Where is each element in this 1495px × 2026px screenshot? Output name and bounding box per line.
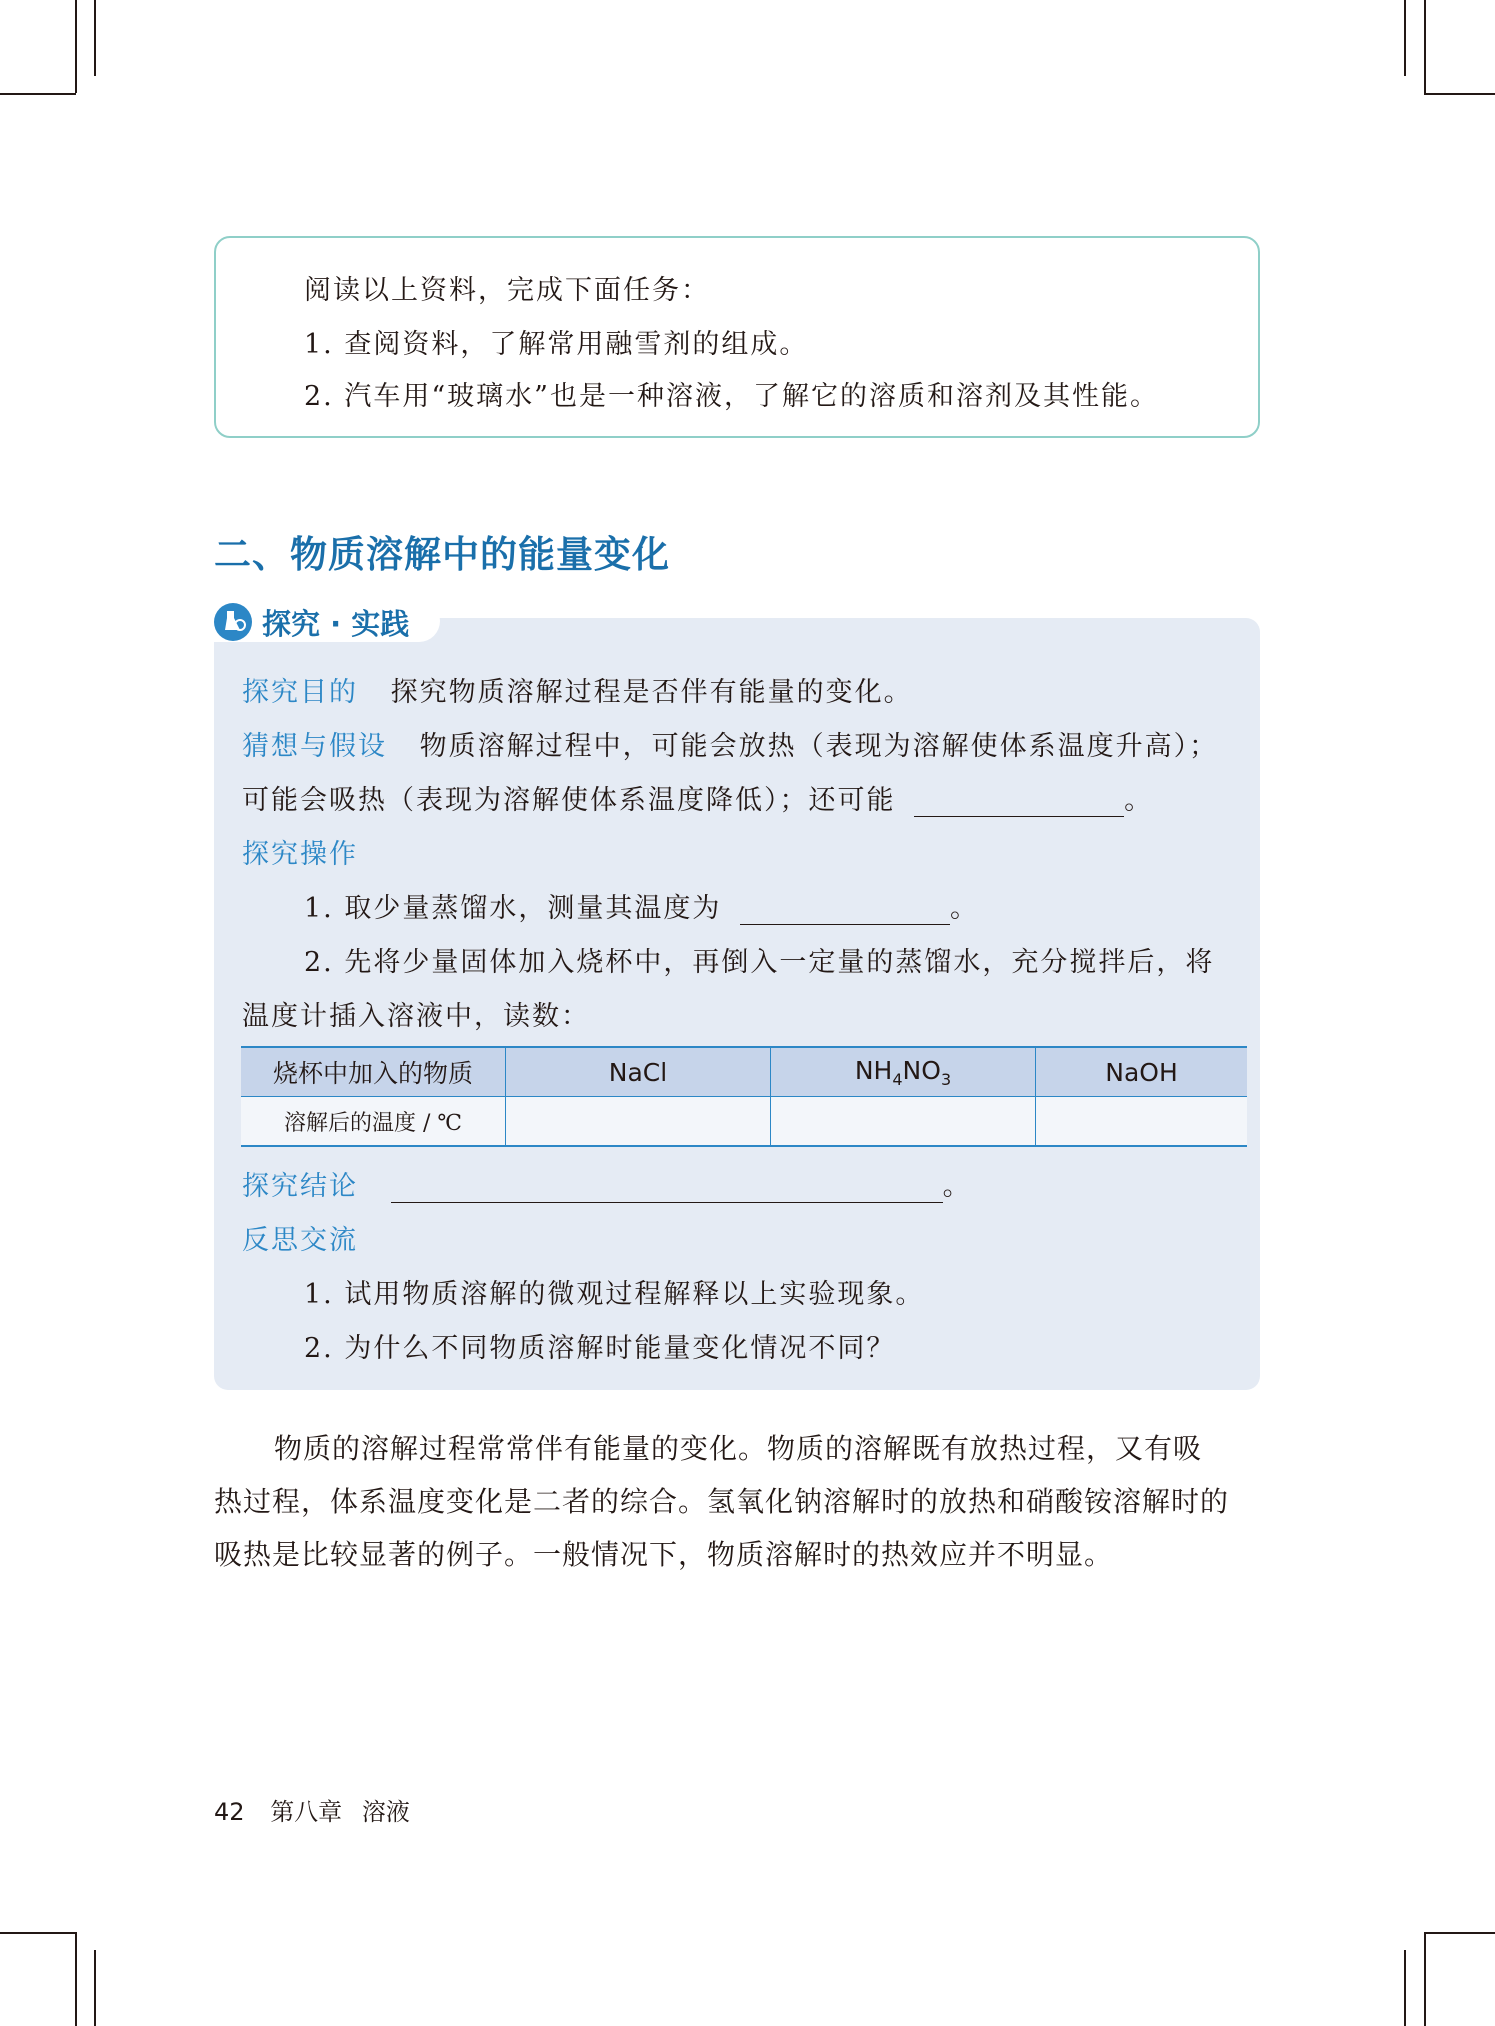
period: 。 bbox=[1124, 785, 1154, 816]
answer-blank[interactable] bbox=[740, 896, 950, 925]
reflection-heading: 反思交流 bbox=[242, 1225, 358, 1256]
crop-mark bbox=[75, 0, 77, 93]
crop-mark bbox=[1424, 1932, 1426, 2026]
answer-blank[interactable] bbox=[391, 1174, 943, 1203]
task-intro: 阅读以上资料，完成下面任务： bbox=[304, 275, 710, 306]
table-header-cell bbox=[771, 1047, 1036, 1097]
formula-subscript: 3 bbox=[940, 1069, 952, 1089]
purpose-heading: 探究目的 bbox=[242, 677, 358, 708]
reflection-question-2: 2. 为什么不同物质溶解时能量变化情况不同？ bbox=[304, 1333, 896, 1364]
table-row-label: 溶解后的温度 / ℃ bbox=[241, 1097, 506, 1147]
table-header-cell: NaOH bbox=[1036, 1047, 1248, 1097]
conclusion-heading: 探究结论 bbox=[242, 1171, 358, 1202]
formula-subscript: 4 bbox=[892, 1069, 903, 1089]
hypothesis-text-1: 物质溶解过程中，可能会放热（表现为溶解使体系温度升高）； bbox=[419, 731, 1219, 762]
operation-step-1: 1. 取少量蒸馏水，测量其温度为 bbox=[304, 893, 722, 924]
section-title: 二、物质溶解中的能量变化 bbox=[214, 533, 670, 576]
page-footer bbox=[214, 1792, 410, 1827]
task-item-1: 1. 查阅资料，了解常用融雪剂的组成。 bbox=[304, 329, 809, 360]
operation-step-2-line-1: 2. 先将少量固体加入烧杯中，再倒入一定量的蒸馏水，充分搅拌后，将 bbox=[304, 947, 1215, 978]
crop-mark bbox=[0, 93, 76, 95]
body-paragraph bbox=[214, 1422, 1260, 1581]
paragraph-line: 吸热是比较显著的例子。一般情况下，物质溶解时的热效应并不明显。 bbox=[214, 1538, 1114, 1571]
page-number: 42 bbox=[214, 1798, 245, 1826]
period: 。 bbox=[949, 893, 979, 924]
table-header-cell: NaCl bbox=[506, 1047, 771, 1097]
answer-blank[interactable] bbox=[914, 788, 1124, 817]
crop-mark bbox=[75, 1932, 77, 2026]
table-header-cell: 烧杯中加入的物质 bbox=[241, 1047, 506, 1097]
purpose-text: 探究物质溶解过程是否伴有能量的变化。 bbox=[390, 677, 913, 708]
chapter-title: 溶液 bbox=[361, 1798, 410, 1826]
period: 。 bbox=[942, 1171, 972, 1202]
experiment-table bbox=[241, 1046, 1247, 1147]
hypothesis-text-2: 可能会吸热（表现为溶解使体系温度降低）；还可能 bbox=[242, 785, 896, 816]
operation-heading: 探究操作 bbox=[242, 839, 358, 870]
reflection-question-1: 1. 试用物质溶解的微观过程解释以上实验现象。 bbox=[304, 1279, 925, 1310]
table-header-row bbox=[241, 1047, 1247, 1097]
table-row bbox=[241, 1097, 1247, 1147]
paragraph-line: 物质的溶解过程常常伴有能量的变化。物质的溶解既有放热过程，又有吸 bbox=[274, 1432, 1203, 1465]
chapter-label: 第八章 bbox=[270, 1798, 343, 1826]
task-item-2: 2. 汽车用“玻璃水”也是一种溶液，了解它的溶质和溶剂及其性能。 bbox=[304, 381, 1159, 412]
flask-icon bbox=[214, 603, 252, 641]
crop-mark bbox=[94, 1950, 96, 2026]
crop-mark bbox=[1404, 0, 1406, 76]
crop-mark bbox=[1424, 0, 1426, 93]
crop-mark bbox=[0, 1932, 76, 1934]
formula-part: NO bbox=[902, 1055, 941, 1085]
formula-part: NH bbox=[854, 1055, 893, 1085]
paragraph-line: 热过程，体系温度变化是二者的综合。氢氧化钠溶解时的放热和硝酸铵溶解时的 bbox=[214, 1485, 1230, 1518]
crop-mark bbox=[1404, 1950, 1406, 2026]
crop-mark bbox=[1424, 93, 1495, 95]
crop-mark bbox=[94, 0, 96, 76]
table-cell[interactable] bbox=[771, 1097, 1036, 1147]
operation-step-2-line-2: 温度计插入溶液中，读数： bbox=[242, 1001, 590, 1032]
hypothesis-heading: 猜想与假设 bbox=[242, 731, 387, 762]
explore-tag-label: 探究 · 实践 bbox=[262, 607, 410, 641]
crop-mark bbox=[1424, 1932, 1495, 1934]
table-cell[interactable] bbox=[506, 1097, 771, 1147]
table-cell[interactable] bbox=[1036, 1097, 1248, 1147]
